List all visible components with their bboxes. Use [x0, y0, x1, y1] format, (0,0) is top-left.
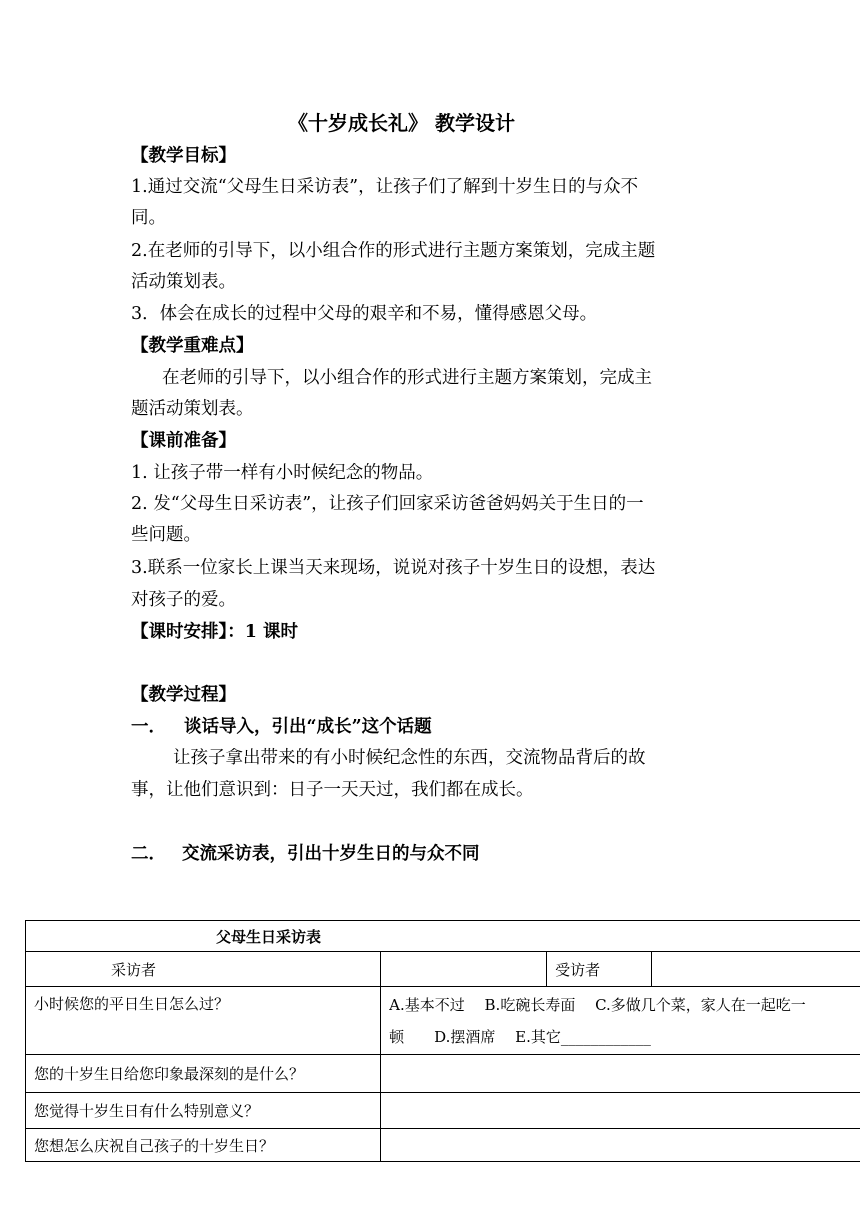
interviewer-value[interactable] — [381, 952, 547, 987]
key-points-heading: 【教学重难点】 — [131, 336, 254, 356]
step-2-number: 二． — [131, 844, 166, 864]
goal-2-line-1: 2.在老师的引导下，以小组合作的形式进行主题方案策划，完成主题 — [131, 241, 656, 261]
question-3: 您觉得十岁生日有什么特别意义？ — [26, 1093, 381, 1129]
preparation-2-line-2: 些问题。 — [131, 525, 201, 545]
step-1-number: 一． — [131, 717, 166, 737]
preparation-heading: 【课前准备】 — [131, 431, 236, 451]
question-1-options — [381, 987, 860, 1055]
question-1-options-line-1: A.基本不过 B.吃碗长寿面 C.多做几个菜，家人在一起吃一 — [389, 995, 806, 1014]
preparation-2-line-1: 2. 发“父母生日采访表”，让孩子们回家采访爸爸妈妈关于生日的一 — [131, 494, 644, 514]
process-heading: 【教学过程】 — [131, 685, 236, 705]
goal-1-line-1: 1.通过交流“父母生日采访表”，让孩子们了解到十岁生日的与众不 — [131, 177, 639, 197]
question-2: 您的十岁生日给您印象最深刻的是什么？ — [26, 1055, 381, 1093]
question-1-options-line-2: 顿 D.摆酒席 E.其它____________ — [389, 1027, 651, 1046]
interview-table — [25, 920, 860, 1162]
question-4: 您想怎么庆祝自己孩子的十岁生日？ — [26, 1129, 381, 1162]
goal-1-line-2: 同。 — [131, 208, 166, 228]
preparation-3-line-2: 对孩子的爱。 — [131, 590, 236, 610]
key-points-line-1: 在老师的引导下，以小组合作的形式进行主题方案策划，完成主 — [162, 368, 652, 388]
step-2-title: 交流采访表，引出十岁生日的与众不同 — [182, 844, 480, 864]
goals-heading: 【教学目标】 — [131, 146, 236, 166]
step-1-body-line-2: 事，让他们意识到：日子一天天过，我们都在成长。 — [131, 780, 534, 800]
goal-2-line-2: 活动策划表。 — [131, 272, 236, 292]
schedule-heading: 【课时安排】：1 课时 — [131, 622, 299, 642]
key-points-line-2: 题活动策划表。 — [131, 399, 254, 419]
goal-3: 3．体会在成长的过程中父母的艰辛和不易，懂得感恩父母。 — [131, 304, 598, 324]
answer-4[interactable] — [381, 1129, 860, 1162]
answer-3[interactable] — [381, 1093, 860, 1129]
doc-title: 《十岁成长礼》 教学设计 — [288, 111, 515, 135]
step-1-body-line-1: 让孩子拿出带来的有小时候纪念性的东西，交流物品背后的故 — [173, 748, 646, 768]
interviewee-value[interactable] — [652, 952, 860, 987]
step-1-title: 谈话导入，引出“成长”这个话题 — [184, 717, 432, 737]
question-1: 小时候您的平日生日怎么过？ — [26, 987, 381, 1055]
interviewer-label: 采访者 — [26, 952, 381, 987]
interview-table-title: 父母生日采访表 — [26, 921, 860, 952]
preparation-3-line-1: 3.联系一位家长上课当天来现场，说说对孩子十岁生日的设想，表达 — [131, 558, 656, 578]
preparation-1: 1. 让孩子带一样有小时候纪念的物品。 — [131, 463, 434, 483]
interviewee-label: 受访者 — [547, 952, 652, 987]
answer-2[interactable] — [381, 1055, 860, 1093]
